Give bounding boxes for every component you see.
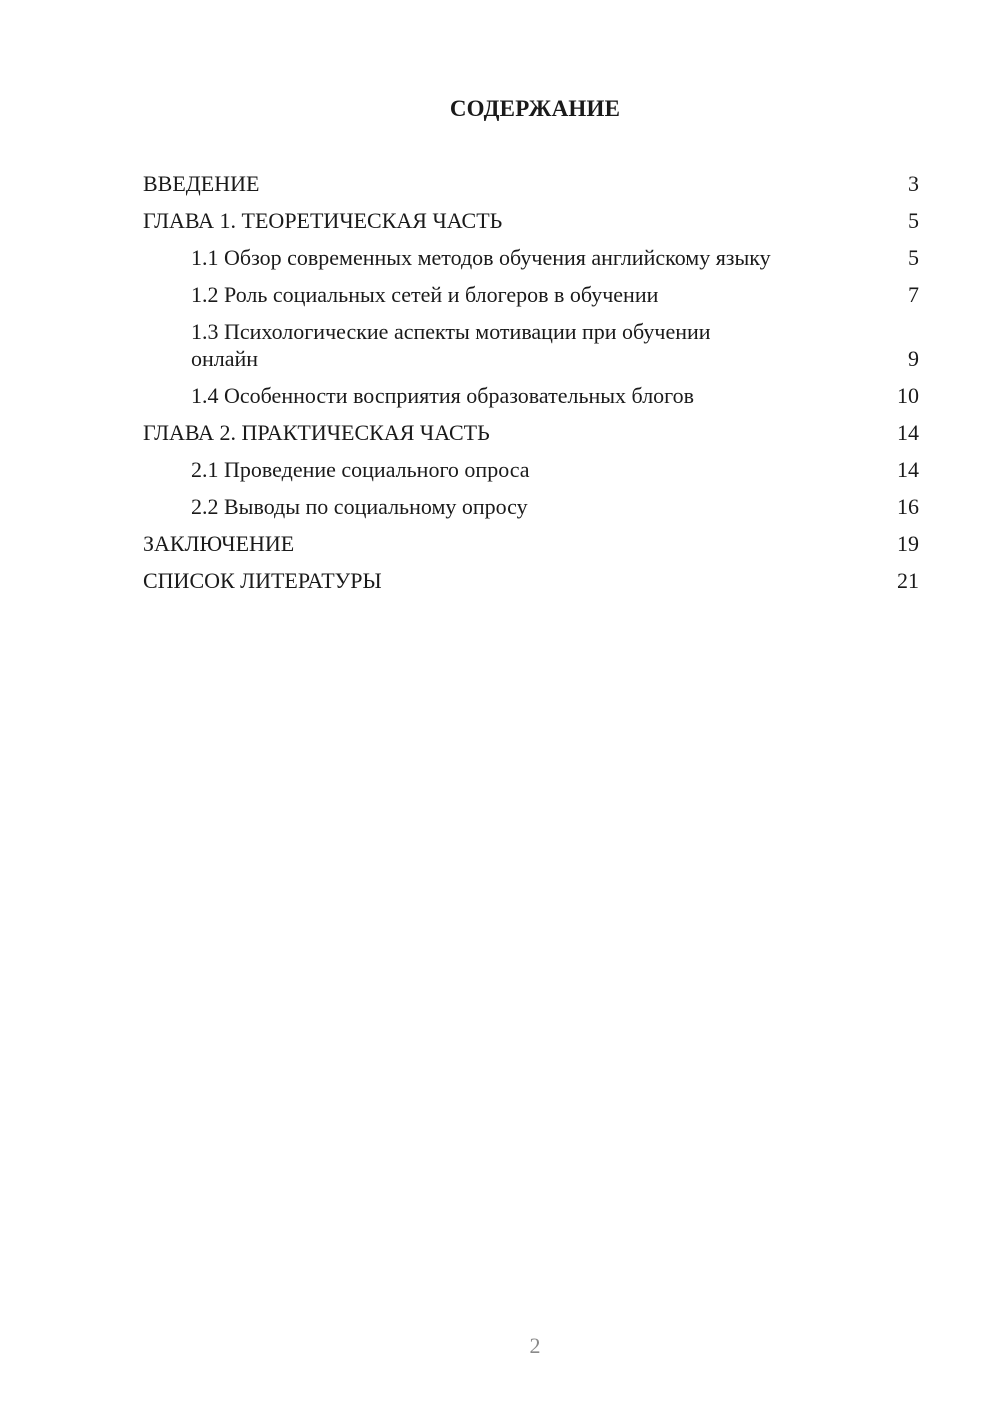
toc-entry-page: 21	[897, 568, 919, 593]
toc-entry-chapter-2[interactable]	[143, 419, 919, 446]
toc-entry-text: 1.3 Психологические аспекты мотивации при обучении онлайн	[191, 319, 711, 371]
toc-entry-page: 9	[908, 346, 919, 371]
toc-entry-text: ГЛАВА 2. ПРАКТИЧЕСКАЯ ЧАСТЬ	[143, 420, 490, 445]
toc-entry-text: СПИСОК ЛИТЕРАТУРЫ	[143, 568, 382, 593]
toc-entry-conclusion[interactable]	[143, 530, 919, 557]
toc-entry-page: 7	[908, 282, 919, 307]
toc-entry-chapter-1[interactable]	[143, 207, 919, 234]
toc-entry-references[interactable]	[143, 567, 919, 594]
toc-entry-text: 1.1 Обзор современных методов обучения английскому языку	[191, 245, 771, 270]
toc-entry-section-1-3[interactable]	[143, 318, 919, 372]
table-of-contents	[143, 170, 919, 604]
toc-entry-section-1-2[interactable]	[143, 281, 919, 308]
toc-entry-introduction[interactable]	[143, 170, 919, 197]
toc-entry-text: 1.2 Роль социальных сетей и блогеров в обучении	[191, 282, 659, 307]
toc-entry-page: 5	[908, 208, 919, 233]
toc-entry-text: 2.1 Проведение социального опроса	[191, 457, 530, 482]
toc-title: СОДЕРЖАНИЕ	[449, 96, 621, 121]
toc-entry-text: 2.2 Выводы по социальному опросу	[191, 494, 528, 519]
toc-entry-page: 16	[897, 494, 919, 519]
toc-entry-page: 14	[897, 420, 919, 445]
toc-entry-section-2-1[interactable]	[143, 456, 919, 483]
toc-entry-text: 1.4 Особенности восприятия образовательных блогов	[191, 383, 695, 408]
toc-entry-section-1-4[interactable]	[143, 382, 919, 409]
toc-entry-page: 14	[897, 457, 919, 482]
toc-entry-text: ГЛАВА 1. ТЕОРЕТИЧЕСКАЯ ЧАСТЬ	[143, 208, 503, 233]
toc-entry-page: 5	[908, 245, 919, 270]
toc-entry-section-1-1[interactable]	[143, 244, 919, 271]
toc-entry-page: 10	[897, 383, 919, 408]
page-number: 2	[529, 1333, 541, 1358]
toc-entry-page: 19	[897, 531, 919, 556]
toc-entry-text: ЗАКЛЮЧЕНИЕ	[143, 531, 295, 556]
toc-entry-section-2-2[interactable]	[143, 493, 919, 520]
toc-entry-page: 3	[908, 171, 919, 196]
toc-entry-text: ВВЕДЕНИЕ	[143, 171, 260, 196]
